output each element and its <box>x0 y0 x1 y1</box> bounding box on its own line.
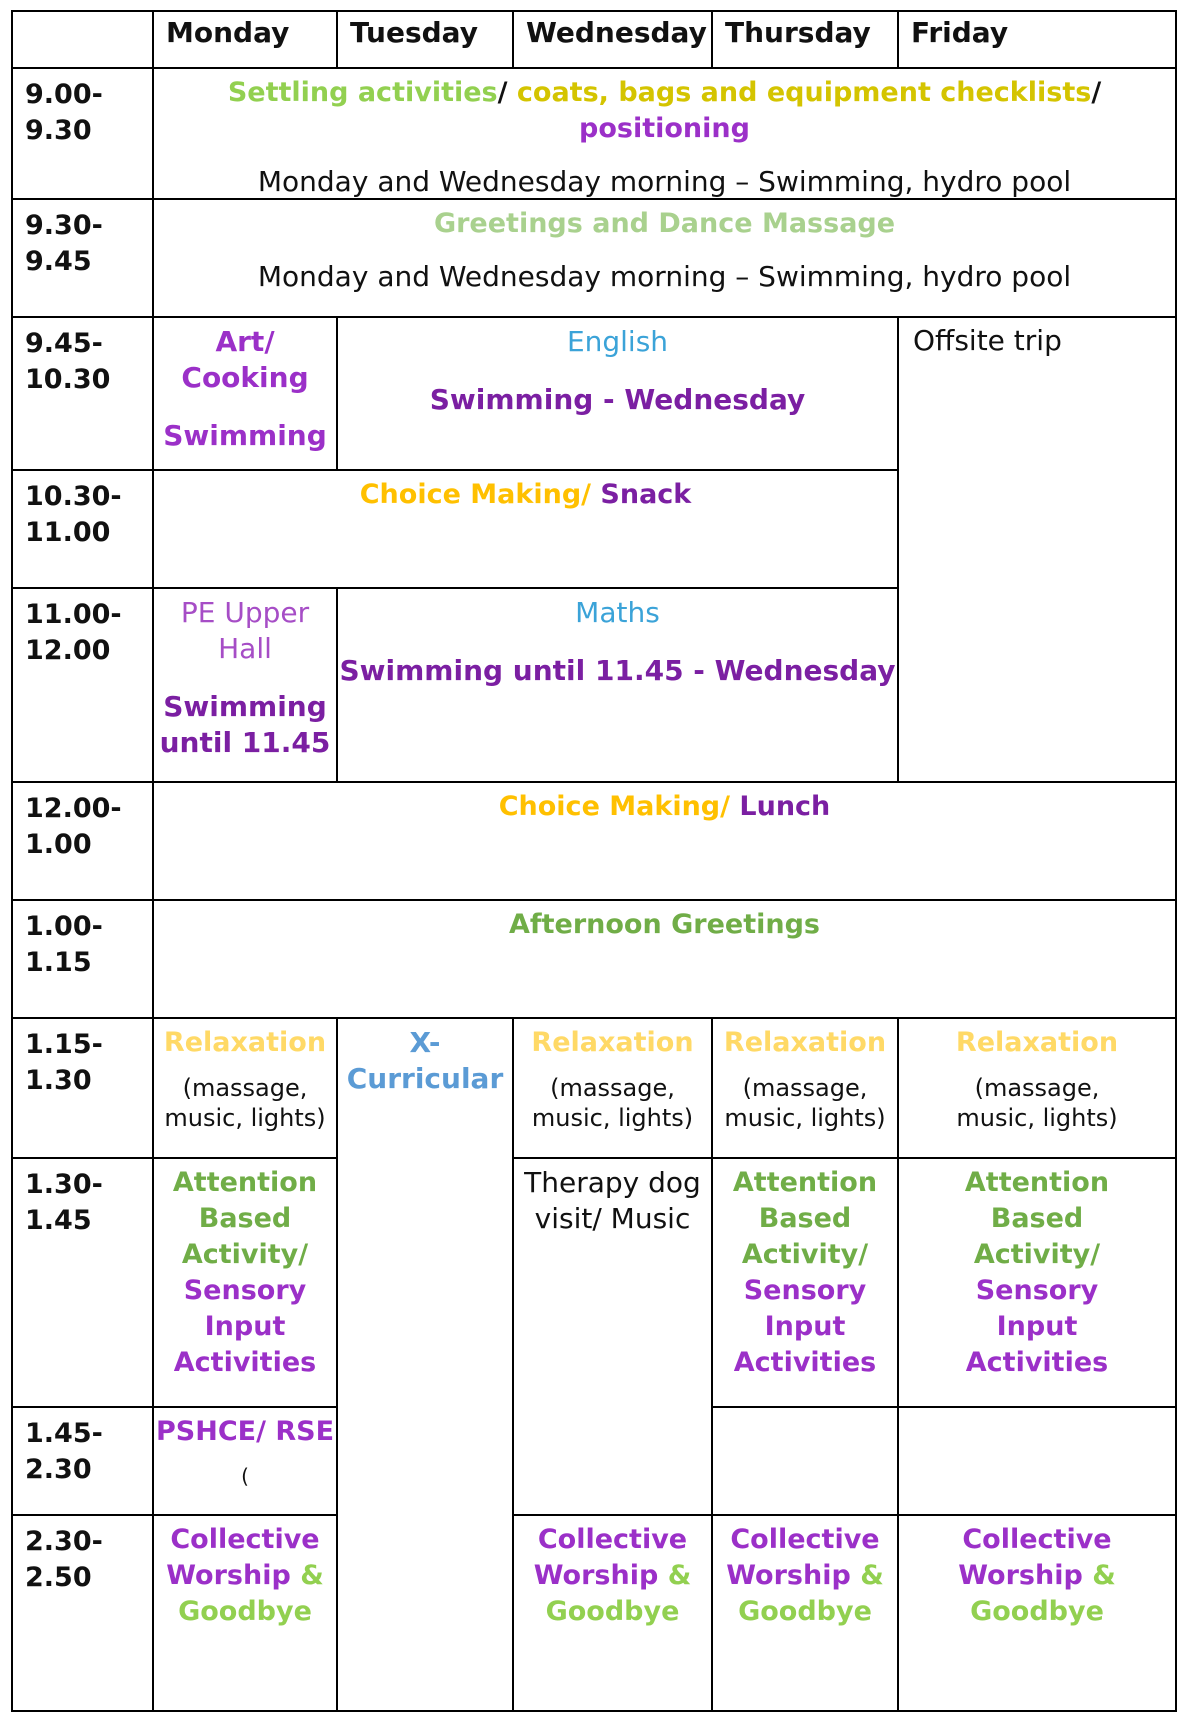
day-wednesday: Wednesday <box>513 11 712 68</box>
english-swim-text: Swimming - Wednesday <box>429 383 806 416</box>
swimming-text: Swimming <box>163 419 327 452</box>
afternoon-greetings-cell: Afternoon Greetings <box>153 900 1176 1018</box>
monday-worship-cell: Collective Worship & Goodbye <box>153 1515 337 1711</box>
separator: / <box>497 77 517 108</box>
friday-relax-cell: Relaxation (massage, music, lights) <box>898 1018 1176 1158</box>
header-row <box>12 11 1176 68</box>
monday-pshce-cell: PSHCE/ RSE ( <box>153 1407 337 1515</box>
row-0945 <box>12 317 1176 470</box>
thursday-attention-cell: Attention Based Activity/ Sensory Input Activities <box>712 1158 898 1407</box>
time-label: 2.30-2.50 <box>12 1515 153 1711</box>
separator: / <box>1091 77 1102 108</box>
thursday-empty-cell <box>712 1407 898 1515</box>
time-label: 9.30-9.45 <box>12 199 153 317</box>
time-label: 9.45- 10.30 <box>12 317 153 470</box>
swim-note: Monday and Wednesday morning – Swimming, hydro pool <box>257 165 1072 198</box>
day-monday: Monday <box>153 11 337 68</box>
time-label: 11.00- 12.00 <box>12 588 153 782</box>
english-text: English <box>566 325 669 358</box>
lunch-cell: Choice Making/ Lunch <box>153 782 1176 900</box>
row-1430 <box>12 1515 1176 1711</box>
friday-offsite-cell <box>898 317 1176 782</box>
time-label: 1.15-1.30 <box>12 1018 153 1158</box>
monday-pe-cell: PE Upper Hall Swimming until 11.45 <box>153 588 337 782</box>
time-label: 1.00-1.15 <box>12 900 153 1018</box>
maths-text: Maths <box>575 596 660 629</box>
day-tuesday: Tuesday <box>337 11 513 68</box>
settling-cell <box>153 68 1176 199</box>
greetings-cell <box>153 199 1176 317</box>
swim-note: Monday and Wednesday morning – Swimming, hydro pool <box>257 260 1072 293</box>
coats-text: coats, bags and equipment checklists <box>516 77 1092 108</box>
settling-line <box>154 75 1175 147</box>
friday-attention-cell: Attention Based Activity/ Sensory Input Activities <box>898 1158 1176 1407</box>
greetings-text: Greetings and Dance Massage <box>433 208 896 239</box>
row-1200 <box>12 782 1176 900</box>
choice-text: Choice Making <box>498 791 721 822</box>
friday-worship-cell: Collective Worship & Goodbye <box>898 1515 1176 1711</box>
friday-empty-cell <box>898 1407 1176 1515</box>
row-1300 <box>12 900 1176 1018</box>
offsite-text: Offsite trip <box>913 324 1062 357</box>
wednesday-worship-cell: Collective Worship & Goodbye <box>513 1515 712 1711</box>
maths-cell <box>337 588 898 782</box>
day-thursday: Thursday <box>712 11 898 68</box>
row-0930 <box>12 199 1176 317</box>
maths-swim-text: Swimming until 11.45 - Wednesday <box>339 654 896 687</box>
row-1315 <box>12 1018 1176 1158</box>
wednesday-relax-cell: Relaxation (massage, music, lights) <box>513 1018 712 1158</box>
choice-text: Choice Making <box>359 479 582 510</box>
timetable <box>11 10 1177 1712</box>
monday-relax-cell: Relaxation (massage, music, lights) <box>153 1018 337 1158</box>
time-label: 12.00- 1.00 <box>12 782 153 900</box>
time-label: 1.30-1.45 <box>12 1158 153 1407</box>
monday-art-cell: Art/ Cooking Swimming <box>153 317 337 470</box>
time-label: 10.30- 11.00 <box>12 470 153 588</box>
monday-attention-cell: Attention Based Activity/ Sensory Input Activities <box>153 1158 337 1407</box>
thursday-relax-cell: Relaxation (massage, music, lights) <box>712 1018 898 1158</box>
snack-text: Snack <box>600 479 692 510</box>
settling-text: Settling activities <box>227 77 498 108</box>
day-friday: Friday <box>898 11 1176 68</box>
time-label: 1.45-2.30 <box>12 1407 153 1515</box>
corner-cell <box>12 11 153 68</box>
snack-cell: Choice Making/ Snack <box>153 470 898 588</box>
pshce-text: PSHCE/ RSE <box>155 1416 335 1447</box>
tuesday-xcurricular-cell: X- Curricular <box>337 1018 513 1711</box>
wednesday-therapy-cell: Therapy dog visit/ Music <box>513 1158 712 1515</box>
time-label: 9.00-9.30 <box>12 68 153 199</box>
positioning-text: positioning <box>579 113 750 144</box>
row-0900 <box>12 68 1176 199</box>
thursday-worship-cell: Collective Worship & Goodbye <box>712 1515 898 1711</box>
row-1330 <box>12 1158 1176 1407</box>
lunch-text: Lunch <box>739 791 831 822</box>
english-cell <box>337 317 898 470</box>
